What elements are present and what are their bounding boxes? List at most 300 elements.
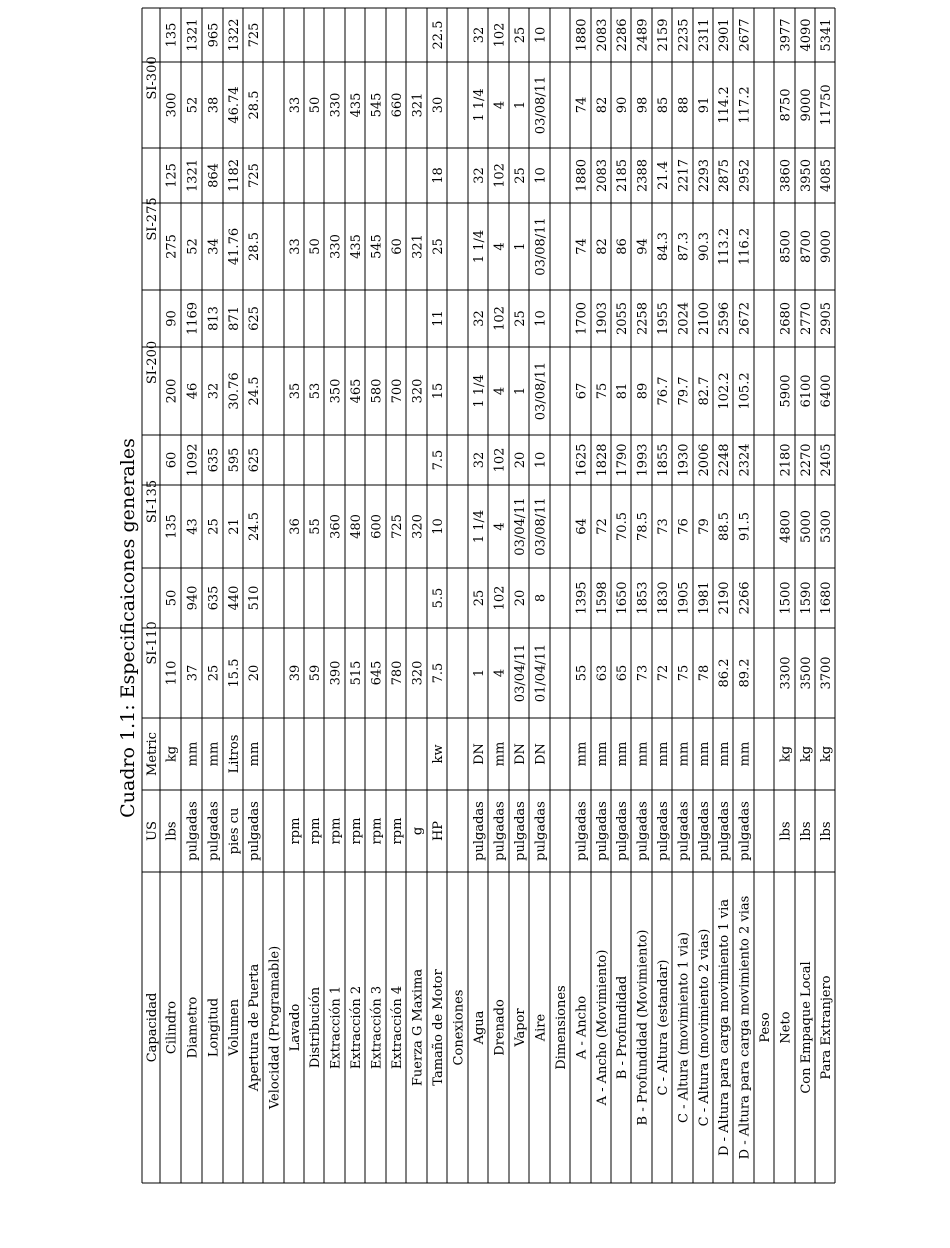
table-cell: D - Altura para carga movimiento 2 vias	[737, 895, 753, 1160]
table-cell: 2180	[778, 443, 794, 477]
table-cell: D - Altura para carga movimiento 1 via	[717, 899, 732, 1156]
table-cell: 79.7	[676, 376, 692, 406]
table-cell: 580	[369, 378, 385, 404]
header-cell: Capacidad	[145, 992, 160, 1063]
table-cell: 74	[574, 96, 590, 114]
table-cell: 105.2	[737, 372, 753, 410]
table-cell: 25	[206, 664, 222, 682]
header-cell: kg	[164, 745, 180, 763]
table-cell: 7.5	[431, 662, 446, 684]
table-cell: mm	[247, 741, 262, 767]
table-cell: 1 1/4	[472, 509, 487, 544]
table-cell: kw	[431, 744, 446, 764]
table-cell: 9000	[819, 229, 834, 264]
table-cell: 24.5	[247, 376, 262, 406]
table-cell: A - Ancho	[574, 995, 590, 1060]
table-cell: 20	[247, 664, 262, 682]
table-cell: 1	[513, 100, 528, 110]
table-cell: Neto	[778, 1011, 794, 1044]
table-cell: 1092	[185, 443, 201, 477]
table-cell: 03/08/11	[533, 497, 549, 556]
table-cell: 2952	[737, 158, 753, 193]
table-cell: 2159	[656, 18, 671, 52]
table-cell: 1598	[595, 581, 610, 615]
table-cell: 1	[472, 668, 487, 678]
table-cell: DN	[533, 743, 549, 765]
table-cell: pulgadas	[574, 801, 590, 861]
table-cell: 2083	[595, 18, 610, 52]
table-cell: 321	[410, 92, 426, 118]
table-cell: 1680	[819, 581, 834, 615]
table-cell: 15.5	[227, 658, 242, 688]
table-cell: B - Profundidad	[615, 975, 630, 1080]
table-cell: 4	[492, 668, 508, 678]
table-cell: 1650	[615, 581, 630, 615]
table-cell: 25	[513, 26, 528, 44]
table-cell: pulgadas	[635, 801, 651, 861]
table-cell: 67	[574, 382, 590, 400]
table-cell: 82.7	[697, 376, 712, 406]
table-cell: 75	[676, 664, 692, 682]
table-cell: 114.2	[717, 86, 732, 124]
table-cell: 545	[369, 92, 385, 118]
table-cell: Aire	[533, 1013, 549, 1042]
table-cell: pulgadas	[656, 801, 671, 861]
table-cell: 1321	[185, 158, 201, 193]
table-cell: 2324	[737, 443, 753, 477]
table-cell: 5.5	[431, 587, 446, 609]
table-cell: 2293	[697, 158, 712, 193]
table-cell: 20	[513, 589, 528, 607]
table-cell: 90.3	[697, 232, 712, 261]
table-cell: 813	[206, 306, 222, 331]
table-cell: Diametro	[185, 996, 201, 1059]
table-cell: 1395	[574, 581, 590, 615]
header-cell: Metric	[145, 732, 160, 776]
table-cell: 10	[431, 518, 446, 535]
table-cell: 01/04/11	[533, 643, 549, 703]
table-cell: 15	[431, 382, 446, 400]
table-cell: Agua	[472, 1010, 487, 1045]
table-cell: Con Empaque Local	[799, 961, 814, 1094]
table-cell: Extracción 3	[369, 985, 385, 1070]
table-cell: pulgadas	[676, 801, 692, 861]
table-cell: Tamaño de Motor	[431, 969, 446, 1086]
table-cell: 73	[656, 518, 671, 535]
header-cell: 135	[164, 22, 180, 48]
table-cell: 03/04/11	[513, 643, 528, 703]
table-cell: pulgadas	[513, 801, 528, 861]
table-cell: 81	[615, 382, 630, 400]
table-cell: 65	[615, 664, 630, 682]
table-cell: 2770	[799, 301, 814, 336]
table-cell: 87.3	[676, 232, 692, 261]
table-cell: 52	[185, 238, 201, 255]
table-cell: DN	[513, 743, 528, 765]
table-cell: 2235	[676, 18, 692, 52]
table-cell: kg	[799, 745, 814, 763]
table-cell: mm	[615, 741, 630, 767]
table-cell: lbs	[799, 821, 814, 841]
spec-table	[145, 18, 834, 1159]
table-cell: 700	[390, 378, 405, 404]
table-cell: 871	[227, 306, 242, 331]
table-cell: 102	[492, 585, 508, 611]
table-cell: 8500	[778, 229, 794, 264]
header-cell: 125	[164, 163, 180, 188]
table-cell: 5341	[819, 18, 834, 52]
table-cell: Extracción 2	[349, 985, 364, 1070]
table-cell: 625	[247, 306, 262, 331]
table-cell: 3300	[778, 656, 794, 690]
table-cell: 725	[247, 22, 262, 48]
table-cell: 1880	[574, 158, 590, 193]
table-cell: 98	[635, 96, 651, 114]
table-cell: 2388	[635, 158, 651, 193]
table-cell: 2100	[697, 301, 712, 336]
table-cell: 320	[410, 514, 426, 539]
table-cell: rpm	[308, 817, 323, 845]
section-heading: Dimensiones	[554, 985, 569, 1070]
table-cell: 465	[349, 378, 364, 404]
table-cell: 2006	[697, 443, 712, 477]
table-cell: 2258	[635, 301, 651, 336]
table-cell: 4	[492, 522, 508, 531]
table-cell: 1955	[656, 301, 671, 336]
table-cell: 321	[410, 234, 426, 259]
table-cell: 75	[595, 382, 610, 400]
table-cell: 2405	[819, 443, 834, 477]
table-cell: pulgadas	[492, 801, 508, 861]
table-cell: 595	[227, 447, 242, 473]
table-cell: 28.5	[247, 90, 262, 120]
table-cell: 515	[349, 660, 364, 686]
table-cell: 11	[431, 310, 446, 327]
table-cell: 3977	[778, 18, 794, 52]
table-cell: mm	[492, 741, 508, 767]
table-cell: Para Extranjero	[819, 975, 834, 1080]
table-cell: 1790	[615, 443, 630, 477]
table-cell: 2905	[819, 301, 834, 336]
table-cell: 1993	[635, 443, 651, 477]
table-cell: rpm	[328, 817, 344, 845]
table-cell: 60	[390, 238, 405, 255]
table-cell: 84.3	[656, 232, 671, 261]
table-cell: 46.74	[227, 86, 242, 124]
model-header: SI-300	[145, 56, 160, 100]
header-cell: 110	[164, 660, 180, 686]
table-cell: 1 1/4	[472, 229, 487, 264]
table-cell: 1981	[697, 581, 712, 615]
table-cell: 3500	[799, 656, 814, 690]
table-cell: 940	[185, 585, 201, 611]
table-cell: 90	[615, 96, 630, 114]
table-cell: 2217	[676, 158, 692, 193]
table-cell: DN	[472, 743, 487, 765]
table-cell: 1169	[185, 301, 201, 336]
table-cell: 5000	[799, 509, 814, 544]
table-cell: 53	[308, 382, 323, 400]
table-cell: 73	[635, 664, 651, 682]
table-cell: 72	[595, 518, 610, 535]
table-cell: pulgadas	[185, 801, 201, 861]
table-cell: 25	[472, 589, 487, 607]
table-cell: 10	[533, 310, 549, 327]
table-cell: pulgadas	[206, 801, 222, 861]
table-cell: 79	[697, 518, 712, 535]
table-cell: 545	[369, 234, 385, 259]
table-cell: 1905	[676, 581, 692, 615]
table-cell: 116.2	[737, 227, 753, 266]
section-heading: Velocidad (Programable)	[267, 945, 283, 1110]
table-cell: 1500	[778, 581, 794, 615]
table-cell: Extracción 1	[328, 985, 344, 1070]
table-cell: 76	[676, 518, 692, 535]
table-cell: 20	[513, 451, 528, 469]
table-cell: 10	[533, 451, 549, 469]
section-heading: Conexiones	[451, 989, 467, 1066]
table-cell: 1	[513, 242, 528, 251]
table-cell: pulgadas	[717, 801, 732, 861]
table-cell: mm	[574, 741, 590, 767]
header-cell: 200	[164, 378, 180, 404]
table-cell: 63	[595, 664, 610, 682]
table-cell: pulgadas	[595, 801, 610, 861]
table-cell: pulgadas	[737, 801, 753, 861]
table-cell: 91	[697, 96, 712, 114]
table-cell: 38	[206, 96, 222, 114]
table-cell: 32	[472, 451, 487, 469]
table-cell: 102	[492, 22, 508, 48]
table-cell: 2248	[717, 443, 732, 477]
table-cell: 03/04/11	[513, 497, 528, 556]
table-cell: 86	[615, 238, 630, 255]
header-cell: lbs	[164, 821, 180, 841]
table-cell: 435	[349, 92, 364, 118]
table-cell: rpm	[288, 817, 303, 845]
table-cell: 43	[185, 518, 201, 535]
table-cell: 52	[185, 96, 201, 114]
section-heading: Peso	[758, 1012, 773, 1043]
table-cell: 30.76	[227, 372, 242, 410]
table-cell: 2596	[717, 301, 732, 336]
table-cell: 10	[533, 26, 549, 44]
table-cell: 1625	[574, 443, 590, 477]
table-cell: 85	[656, 96, 671, 114]
table-cell: 7.5	[431, 449, 446, 471]
table-cell: 32	[472, 26, 487, 44]
table-cell: Apertura de Puerta	[247, 963, 262, 1092]
table-cell: pulgadas	[533, 801, 549, 861]
table-cell: 5900	[778, 374, 794, 408]
table-cell: rpm	[369, 817, 385, 845]
table-cell: 360	[328, 514, 344, 539]
table-cell: 11750	[819, 84, 834, 126]
table-cell: mm	[185, 741, 201, 767]
table-cell: 82	[595, 238, 610, 255]
model-header: SI-200	[145, 340, 160, 385]
table-cell: 4085	[819, 158, 834, 193]
table-cell: mm	[737, 741, 753, 767]
table-cell: 1828	[595, 443, 610, 477]
model-header: SI-275	[145, 197, 160, 241]
table-cell: 25	[513, 167, 528, 184]
header-cell: 90	[164, 310, 180, 327]
table-cell: 435	[349, 234, 364, 259]
table-cell: 1853	[635, 581, 651, 615]
table-cell: 350	[328, 378, 344, 404]
table-cell: 03/08/11	[533, 217, 549, 276]
table-cell: mm	[635, 741, 651, 767]
table-cell: 1321	[185, 18, 201, 52]
table-cell: 390	[328, 660, 344, 686]
table-cell: 2901	[717, 18, 732, 52]
model-header: SI-135	[145, 479, 160, 524]
table-cell: 28.5	[247, 232, 262, 261]
table-cell: 725	[390, 514, 405, 539]
table-cell: 2083	[595, 158, 610, 193]
table-cell: pulgadas	[615, 801, 630, 861]
table-cell: kg	[819, 745, 834, 763]
table-cell: 725	[247, 163, 262, 188]
table-cell: 94	[635, 238, 651, 255]
table-cell: 8	[533, 593, 549, 603]
table-cell: mm	[717, 741, 732, 767]
table-cell: C - Altura (estandar)	[656, 959, 671, 1096]
table-cell: mm	[656, 741, 671, 767]
table-cell: lbs	[778, 821, 794, 841]
table-cell: 2270	[799, 443, 814, 477]
table-cell: 102.2	[717, 372, 732, 410]
table-cell: 2677	[737, 18, 753, 52]
table-cell: 1322	[227, 18, 242, 52]
table-cell: 36	[288, 518, 303, 535]
table-cell: 1 1/4	[472, 88, 487, 122]
table-cell: 21	[227, 518, 242, 535]
header-cell: US	[145, 821, 160, 841]
table-cell: 2286	[615, 18, 630, 52]
table-cell: 1880	[574, 18, 590, 52]
table-cell: 1830	[656, 581, 671, 615]
table-cell: 3950	[799, 158, 814, 193]
table-caption: Cuadro 1.1: Especificaicones generales	[117, 438, 139, 818]
table-cell: 88	[676, 96, 692, 114]
table-cell: 2489	[635, 18, 651, 52]
table-cell: Fuerza G Maxima	[410, 968, 426, 1087]
table-cell: mm	[595, 741, 610, 767]
table-cell: 89	[635, 382, 651, 400]
header-cell: 275	[164, 234, 180, 259]
table-cell: 10	[533, 167, 549, 184]
table-cell: 55	[308, 518, 323, 535]
table-cell: 4090	[799, 18, 814, 52]
table-cell: 4	[492, 386, 508, 396]
table-cell: 2024	[676, 301, 692, 336]
table-cell: 33	[288, 96, 303, 114]
table-cell: 78.5	[635, 512, 651, 541]
table-cell: 25	[513, 310, 528, 327]
table-cell: 2190	[717, 581, 732, 615]
table-cell: 864	[206, 163, 222, 188]
table-cell: pulgadas	[247, 801, 262, 861]
table-cell: 102	[492, 447, 508, 473]
table-cell: 330	[328, 234, 344, 259]
table-cell: 600	[369, 514, 385, 539]
table-cell: 480	[349, 514, 364, 539]
table-cell: mm	[676, 741, 692, 767]
table-cell: 22.5	[431, 20, 446, 50]
table-cell: 3700	[819, 656, 834, 690]
table-cell: 55	[574, 664, 590, 682]
table-cell: 1 1/4	[472, 374, 487, 408]
table-cell: 39	[288, 664, 303, 682]
table-cell: 78	[697, 664, 712, 682]
table-cell: 74	[574, 238, 590, 255]
table-cell: Drenado	[492, 999, 508, 1056]
table-cell: C - Altura (movimiento 2 vias)	[697, 928, 712, 1127]
table-cell: Lavado	[288, 1003, 303, 1052]
table-cell: 102	[492, 306, 508, 331]
table-cell: 1590	[799, 581, 814, 615]
table-cell: 03/08/11	[533, 361, 549, 421]
table-cell: A - Ancho (Movimiento)	[595, 949, 610, 1106]
table-cell: 50	[308, 238, 323, 255]
header-cell: 300	[164, 92, 180, 118]
table-cell: kg	[778, 745, 794, 763]
table-cell: 1700	[574, 301, 590, 336]
table-cell: 6100	[799, 374, 814, 408]
table-cell: 8700	[799, 229, 814, 264]
table-cell: C - Altura (movimiento 1 via)	[676, 931, 692, 1124]
table-cell: 2672	[737, 301, 753, 336]
table-cell: 32	[472, 310, 487, 327]
table-cell: 780	[390, 660, 405, 686]
table-cell: 1	[513, 386, 528, 396]
table-cell: 1855	[656, 443, 671, 477]
table-cell: 72	[656, 664, 671, 682]
table-cell: 645	[369, 660, 385, 686]
table-cell: 320	[410, 378, 426, 404]
table-cell: Litros	[227, 734, 242, 774]
table-cell: 64	[574, 518, 590, 535]
table-cell: lbs	[819, 821, 834, 841]
header-cell: 135	[164, 514, 180, 539]
table-cell: 117.2	[737, 86, 753, 124]
table-cell: rpm	[390, 817, 405, 845]
table-cell: 4	[492, 242, 508, 251]
table-cell: 88.5	[717, 512, 732, 541]
table-cell: 25	[431, 238, 446, 255]
table-cell: 320	[410, 660, 426, 686]
table-cell: 113.2	[717, 227, 732, 266]
table-cell: 46	[185, 382, 201, 400]
table-cell: 660	[390, 92, 405, 118]
table-cell: 37	[185, 664, 201, 682]
table-cell: mm	[697, 741, 712, 767]
header-cell: Cilindro	[164, 1000, 180, 1055]
table-cell: 2055	[615, 301, 630, 336]
table-cell: 4	[492, 100, 508, 110]
table-cell: 32	[472, 167, 487, 184]
table-cell: mm	[206, 741, 222, 767]
table-cell: 33	[288, 238, 303, 255]
table-cell: 89.2	[737, 658, 753, 688]
table-cell: 59	[308, 664, 323, 682]
table-cell: Longitud	[206, 997, 222, 1058]
table-cell: rpm	[349, 817, 364, 845]
table-cell: Extracción 4	[390, 985, 405, 1070]
table-cell: pulgadas	[697, 801, 712, 861]
